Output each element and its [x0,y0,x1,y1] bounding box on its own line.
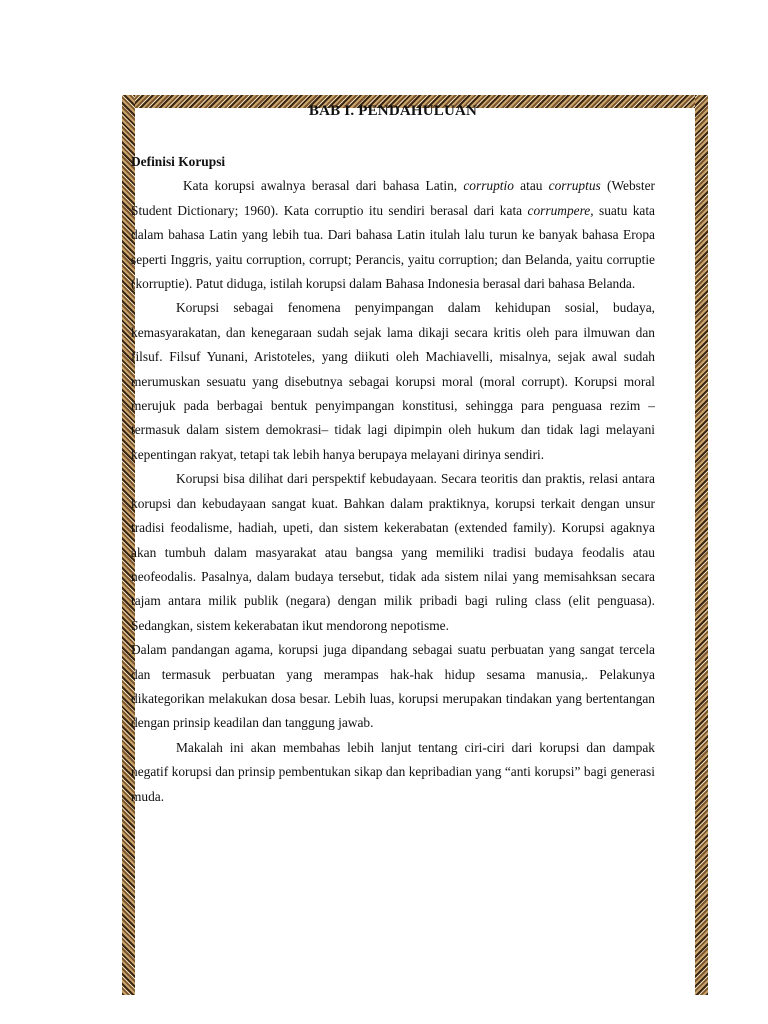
ornamental-border-right [695,95,708,995]
paragraph-2: Korupsi sebagai fenomena penyimpangan dalam kehidupan sosial, budaya, kemasyarakatan, dan kenegaraan sudah sejak lama dikaji secara kritis oleh para ilmuwan dan filsuf. Filsuf Yunani, Aristoteles, yang diikuti oleh Machiavelli, misalnya, sejak awal sudah merumuskan sesuatu yang disebutnya sebagai korupsi moral (moral corrupt). Korupsi moral merujuk pada berbagai bentuk penyimpangan konstitusi, sehingga para penguasa rezim –termasuk dalam sistem demokrasi– tidak lagi dipimpin oleh hukum dan tidak lagi melayani kepentingan rakyat, tetapi tak lebih hanya berupaya melayani dirinya sendiri. [131,300,655,462]
paragraph-1: Kata korupsi awalnya berasal dari bahasa Latin, corruptio atau corruptus (Webster Student Dictionary; 1960). Kata corruptio itu sendiri berasal dari kata corrumpere, suatu kata dalam bahasa Latin yang lebih tua. Dari bahasa Latin itulah lalu turun ke banyak bahasa Eropa seperti Inggris, yaitu corruption, corrupt; Perancis, yaitu corruption; dan Belanda, yaitu corruptie (korruptie). Patut diduga, istilah korupsi dalam Bahasa Indonesia berasal dari bahasa Belanda. [131,178,655,292]
document-body [131,150,655,809]
chapter-title: BAB I. PENDAHULUAN [308,103,478,119]
paragraph-3: Korupsi bisa dilihat dari perspektif kebudayaan. Secara teoritis dan praktis, relasi antara korupsi dan kebudayaan sangat kuat. Bahkan dalam praktiknya, korupsi terkait dengan unsur tradisi feodalisme, hadiah, upeti, dan sistem kekerabatan (extended family). Korupsi agaknya akan tumbuh dalam masyarakat atau bangsa yang memiliki tradisi budaya feodalis atau neofeodalis. Pasalnya, dalam budaya tersebut, tidak ada sistem nilai yang memisahksan secara tajam antara milik publik (negara) dengan milik pribadi bagi ruling class (elit penguasa). Sedangkan, sistem kekerabatan ikut mendorong nepotisme. [131,471,655,633]
paragraph-5: Makalah ini akan membahas lebih lanjut tentang ciri-ciri dari korupsi dan dampak negatif korupsi dan prinsip pembentukan sikap dan kepribadian yang “anti korupsi” bagi generasi muda. [131,739,655,804]
section-heading: Definisi Korupsi [131,154,226,169]
paragraph-4: Dalam pandangan agama, korupsi juga dipandang sebagai suatu perbuatan yang sangat tercela dan termasuk perbuatan yang merampas hak-hak hidup sesama manusia,. Pelakunya dikategorikan melakukan dosa besar. Lebih luas, korupsi merupakan tindakan yang bertentangan dengan prinsip keadilan dan tanggung jawab. [131,642,655,731]
